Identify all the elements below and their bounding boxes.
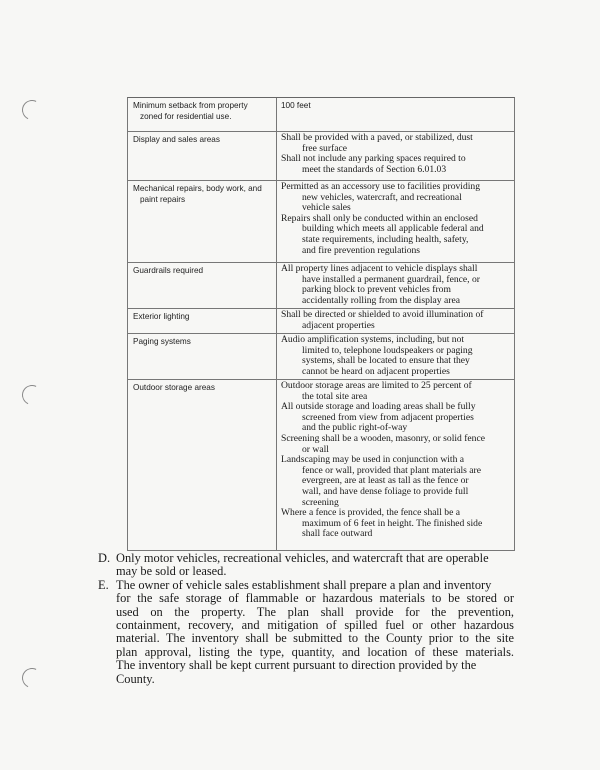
value-line: have installed a permanent guardrail, fence, or <box>302 273 480 285</box>
value-line: Permitted as an accessory use to facilities providing <box>281 181 481 192</box>
paragraph-text <box>116 552 489 579</box>
label-line: paint repairs <box>140 195 186 204</box>
paragraph-line: The owner of vehicle sales establishment shall prepare a plan and inventory <box>116 577 492 592</box>
value-line: wall, and have dense foliage to provide full <box>302 485 469 497</box>
value-line: Shall not include any parking spaces required to <box>281 153 466 165</box>
value-line: building which meets all applicable federal and <box>302 223 484 235</box>
paragraph-line: County. <box>116 671 155 686</box>
requirements-table <box>127 97 515 551</box>
requirement-item <box>281 402 512 434</box>
table-row <box>128 309 514 334</box>
value-line: cannot be heard on adjacent properties <box>302 365 450 377</box>
value-line: All outside storage and loading areas shall be fully <box>281 401 476 413</box>
punch-hole-mark <box>19 665 45 691</box>
label-line: zoned for residential use. <box>140 112 232 121</box>
list-marker: E. <box>98 577 109 592</box>
label-line: Paging systems <box>133 337 191 346</box>
value-line: and fire prevention regulations <box>302 244 421 256</box>
paragraph-line: for the safe storage of flammable or hazardous materials to be stored or <box>116 591 514 606</box>
label-line: Outdoor storage areas <box>133 383 215 392</box>
value-line: Shall be directed or shielded to avoid illumination of <box>281 309 484 320</box>
paragraph-line: The inventory shall be kept current pursuant to direction provided by the <box>116 658 477 673</box>
value-line: and the public right-of-way <box>302 422 408 434</box>
value-line: adjacent properties <box>302 319 375 331</box>
requirement-value <box>277 263 514 308</box>
value-line: Repairs shall only be conducted within an enclosed <box>281 212 478 224</box>
value-line: meet the standards of Section 6.01.03 <box>302 163 447 175</box>
value-line: Shall be provided with a paved, or stabilized, dust <box>281 132 473 143</box>
requirement-label <box>128 334 277 379</box>
requirement-item <box>281 264 512 306</box>
value-line: the total site area <box>302 390 368 402</box>
requirement-label <box>128 132 277 180</box>
requirement-item <box>281 381 512 402</box>
value-line: vehicle sales <box>302 202 351 214</box>
table-row <box>128 380 514 551</box>
paragraph-line: Only motor vehicles, recreational vehicles, and watercraft that are operable <box>116 551 489 565</box>
value-line: state requirements, including health, safety, <box>302 233 469 245</box>
list-paragraph <box>98 579 518 686</box>
value-line: All property lines adjacent to vehicle displays shall <box>281 263 478 274</box>
requirement-item <box>281 182 512 214</box>
label-line: Display and sales areas <box>133 135 220 144</box>
value-line: accidentally rolling from the display area <box>302 294 460 306</box>
requirement-label <box>128 98 277 131</box>
requirement-value <box>277 334 514 379</box>
requirement-item <box>281 310 512 331</box>
requirement-value <box>277 132 514 180</box>
list-marker: D. <box>98 551 111 565</box>
value-line: parking block to prevent vehicles from <box>302 284 451 296</box>
requirement-item <box>281 101 512 112</box>
requirement-value <box>277 98 514 131</box>
requirement-value <box>277 181 514 262</box>
requirement-item <box>281 335 512 377</box>
value-line: screened from view from adjacent properties <box>302 411 474 423</box>
value-line: 100 feet <box>281 101 311 110</box>
requirement-item <box>281 133 512 154</box>
table-row <box>128 263 514 309</box>
value-line: screening <box>302 496 339 508</box>
value-line: Where a fence is provided, the fence shall be a <box>281 507 460 519</box>
value-line: evergreen, are at least as tall as the fence or <box>302 475 469 487</box>
requirement-item <box>281 455 512 508</box>
punch-hole-mark <box>19 382 45 408</box>
value-line: Outdoor storage areas are limited to 25 percent of <box>281 380 472 391</box>
value-line: systems, shall be located to ensure that they <box>302 355 470 367</box>
table-row <box>128 98 514 132</box>
requirement-item <box>281 508 512 540</box>
paragraph-line: may be sold or leased. <box>116 564 227 579</box>
value-line: Landscaping may be used in conjunction with a <box>281 454 465 466</box>
requirement-label <box>128 263 277 308</box>
table-row <box>128 181 514 263</box>
requirement-item <box>281 434 512 455</box>
requirement-label <box>128 181 277 262</box>
value-line: new vehicles, watercraft, and recreational <box>302 191 462 203</box>
paragraph-line: containment, recovery, and mitigation of spilled fuel or other hazardous <box>116 618 514 633</box>
value-line: or wall <box>302 443 329 455</box>
punch-hole-mark <box>19 97 45 123</box>
table-row <box>128 132 514 181</box>
value-line: fence or wall, provided that plant materials are <box>302 464 482 476</box>
value-line: Audio amplification systems, including, but not <box>281 334 465 345</box>
list-paragraph <box>98 552 518 579</box>
requirement-value <box>277 380 514 550</box>
value-line: limited to, telephone loudspeakers or paging <box>302 344 473 356</box>
label-line: Minimum setback from property <box>133 101 248 110</box>
document-body <box>98 552 518 686</box>
value-line: Screening shall be a wooden, masonry, or solid fence <box>281 432 485 444</box>
requirement-item <box>281 214 512 256</box>
requirement-item <box>281 154 512 175</box>
table-row <box>128 334 514 380</box>
label-line: Exterior lighting <box>133 312 190 321</box>
value-line: free surface <box>302 142 347 154</box>
requirement-label <box>128 309 277 333</box>
paragraph-text <box>116 579 514 686</box>
requirement-value <box>277 309 514 333</box>
value-line: maximum of 6 feet in height. The finished side <box>302 517 483 529</box>
requirement-label <box>128 380 277 550</box>
label-line: Guardrails required <box>133 266 204 275</box>
paragraph-line: used on the property. The plan shall provide for the prevention, <box>116 604 514 619</box>
label-line: Mechanical repairs, body work, and <box>133 184 262 193</box>
paragraph-line: material. The inventory shall be submitted to the County prior to the site <box>116 631 514 646</box>
paragraph-line: plan approval, listing the type, quantity, and location of these materials. <box>116 644 514 659</box>
value-line: shall face outward <box>302 528 373 540</box>
